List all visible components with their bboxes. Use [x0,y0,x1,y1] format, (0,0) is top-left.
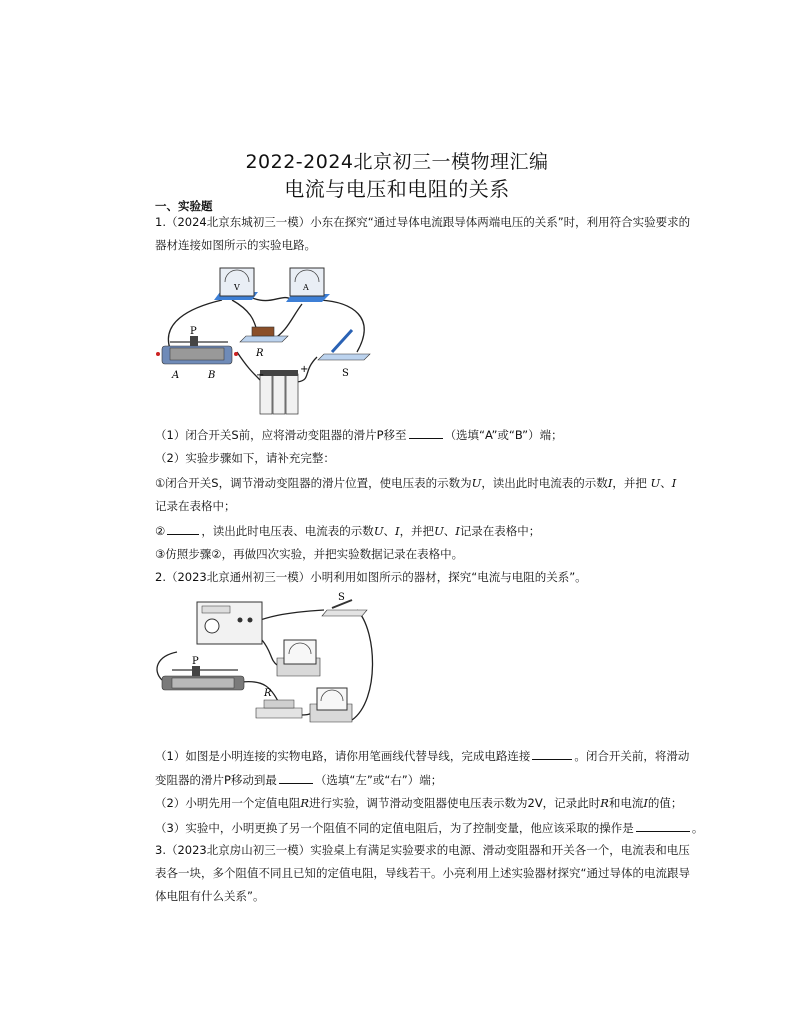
q1-circuit-figure [152,262,377,420]
q2-part2 [155,796,715,810]
slider-label-p: P [192,656,199,667]
q2-part2-text-d: 的值； [647,796,683,810]
var-u: U [434,524,444,538]
q2-part2-text-c: 和电流 [608,796,644,810]
q2-part3 [155,820,715,835]
var-u: U [471,476,482,490]
step2-text-a: ，读出此时电压表、电流表的示数 [201,524,374,538]
q2-part1-cont [155,772,715,787]
var-i: I [671,476,677,490]
var-u: U [650,476,661,490]
step1-text-d: 、 [660,476,672,490]
q2-part1-text-c: 变阻器的滑片P移动到最 [155,773,277,787]
step1-text-b: ，读出此时电流表的示数 [481,476,608,490]
q1-part1-text: （1）闭合开关S前，应将滑动变阻器的滑片P移至 [155,428,407,442]
step1-text-c: ，并把 [612,476,647,490]
q1-step1 [155,476,715,490]
q2-part2-text-a: （2）小明先用一个定值电阻 [155,796,301,810]
q2-part3-text: （3）实验中，小明更换了另一个阻值不同的定值电阻后，为了控制变量，他应该采取的操作是 [155,821,634,835]
q1-intro-line2: 器材连接如图所示的实验电路。 [155,238,316,252]
var-r: R [300,796,309,810]
battery-plus: + [300,364,309,375]
var-i: I [643,796,648,810]
var-r: R [600,796,609,810]
answer-blank[interactable] [532,748,572,760]
q2-part3-end: 。 [691,821,704,835]
end-label-b: B [208,370,216,381]
ammeter-icon [286,268,330,302]
doc-title-line1: 2022-2024北京初三一模物理汇编 [245,151,549,173]
q2-part2-text-b: 进行实验，调节滑动变阻器使电压表示数为2V，记录此时 [309,796,601,810]
var-u: U [373,524,384,538]
q3-line1: 3.（2023北京房山初三一模）实验桌上有满足实验要求的电源、滑动变阻器和开关各一个，电流表和电压 [155,843,690,857]
switch-label: S [338,592,345,603]
voltmeter-icon [310,688,352,722]
resistor-icon [240,327,288,359]
var-i: I [607,476,613,490]
ammeter-icon [277,640,320,676]
answer-blank[interactable] [636,820,690,832]
voltmeter-label: V [234,283,240,292]
switch-icon [318,330,370,379]
battery-minus: − [256,370,265,381]
switch-icon [322,592,367,616]
voltmeter-icon [214,268,258,300]
resistor-label: R [264,688,272,699]
q1-intro-line1: 1.（2024北京东城初三一模）小东在探究“通过导体电流跟导体两端电压的关系”时，利用符合实验要求的 [155,215,691,229]
slider-label-p: P [190,326,197,337]
rheostat-icon [162,656,244,690]
power-supply-icon [197,602,262,644]
step2-num: ② [155,524,166,538]
q3-line3: 体电阻有什么关系”。 [155,889,265,903]
q1-part2: （2）实验步骤如下，请补充完整： [155,451,335,465]
step2-text-c: ，并把 [399,524,435,538]
q2-part1 [155,748,715,763]
step2-text-e: 记录在表格中； [459,524,541,538]
switch-label: S [342,368,349,379]
q2-circuit-figure [152,590,382,740]
var-i: I [455,524,460,538]
step2-text-d: 、 [443,524,456,538]
q2-part1-text-b: 。闭合开关前，将滑动 [574,749,690,763]
end-label-a: A [172,370,180,381]
q2-part1-text-a: （1）如图是小明连接的实物电路，请你用笔画线代替导线，完成电路连接 [155,749,531,763]
q1-step3: ③仿照步骤②，再做四次实验，并把实验数据记录在表格中。 [155,547,464,561]
var-i: I [395,524,400,538]
q2-intro: 2.（2023北京通州初三一模）小明利用如图所示的器材，探究“电流与电阻的关系”。 [155,570,587,584]
resistor-icon [256,688,302,718]
step2-text-b: 、 [383,524,396,538]
ammeter-label: A [303,283,309,292]
q1-part1 [155,427,715,442]
q1-step2 [155,523,715,538]
q1-step1-cont: 记录在表格中； [155,499,236,513]
doc-title-line2: 电流与电压和电阻的关系 [284,177,510,201]
step1-text-a: ①闭合开关S，调节滑动变阻器的滑片位置，使电压表的示数为 [155,476,472,490]
answer-blank[interactable] [409,427,443,439]
battery-icon [256,364,308,414]
q3-line2: 表各一块，多个阻值不同且已知的定值电阻，导线若干。小亮利用上述实验器材探究“通过导体的电流跟导 [155,866,690,880]
q2-part1-text-d: （选填“左”或“右”）端； [314,773,443,787]
answer-blank[interactable] [279,772,313,784]
answer-blank[interactable] [167,523,199,535]
resistor-label: R [256,348,264,359]
q1-part1-text-end: （选填“A”或“B”）端； [444,428,563,442]
section-heading: 一、实验题 [155,199,213,213]
